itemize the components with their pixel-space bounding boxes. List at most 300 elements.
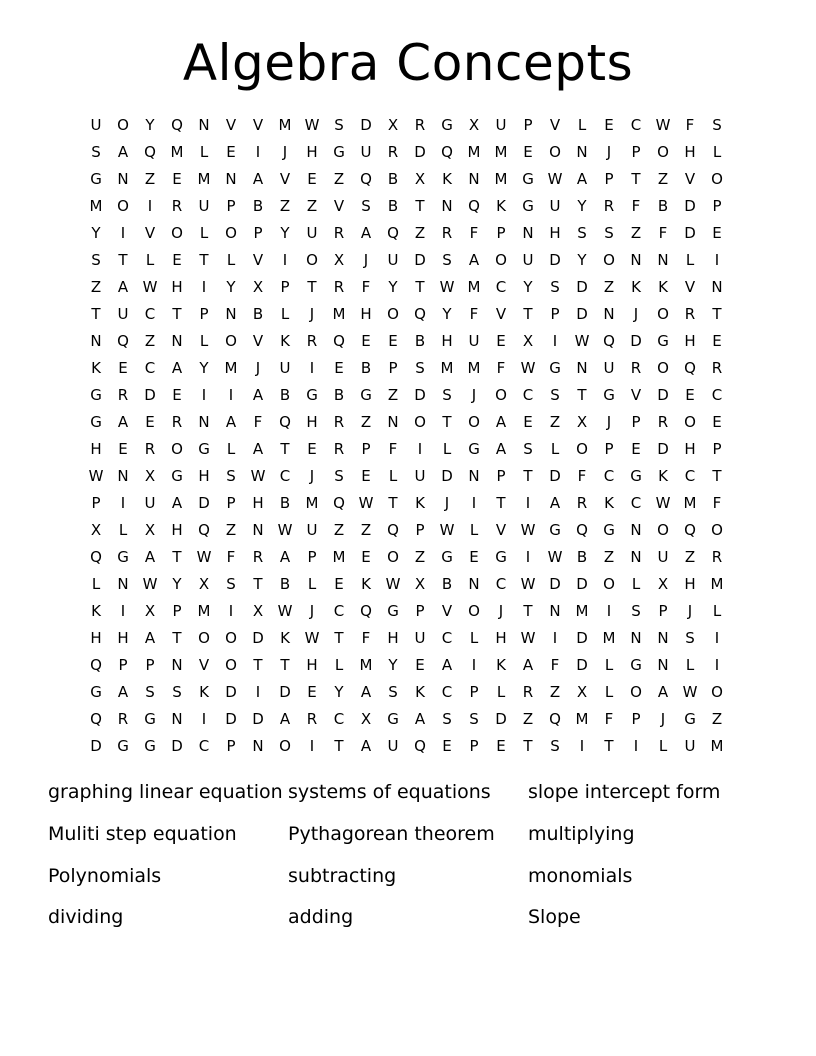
grid-letter: J <box>687 602 693 620</box>
grid-letter: P <box>388 359 398 377</box>
grid-letter: F <box>496 359 506 377</box>
grid-letter: S <box>604 224 614 242</box>
grid-letter: M <box>710 737 724 755</box>
grid-letter: A <box>576 170 588 188</box>
grid-letter: J <box>471 386 477 404</box>
grid-letter: P <box>307 548 317 566</box>
grid-letter: L <box>334 656 344 674</box>
grid-letter: J <box>309 305 315 323</box>
grid-letter: O <box>171 224 183 242</box>
grid-letter: Q <box>144 143 156 161</box>
grid-letter: P <box>172 602 182 620</box>
grid-letter: W <box>547 548 563 566</box>
grid-letter: A <box>252 440 264 458</box>
grid-letter: Z <box>144 332 156 350</box>
grid-letter: L <box>550 440 560 458</box>
grid-letter: U <box>360 143 372 161</box>
grid-letter: Z <box>603 548 615 566</box>
word-list-item: monomials <box>528 865 633 887</box>
grid-letter: R <box>144 440 156 458</box>
grid-letter: L <box>685 656 695 674</box>
grid-letter: F <box>658 224 668 242</box>
grid-letter: P <box>199 305 209 323</box>
grid-letter: N <box>171 332 183 350</box>
grid-letter: I <box>525 548 531 566</box>
grid-letter: Y <box>442 305 452 323</box>
grid-letter: M <box>305 494 319 512</box>
grid-letter: S <box>145 683 155 701</box>
grid-letter: M <box>710 575 724 593</box>
grid-letter: A <box>360 683 372 701</box>
grid-letter: D <box>630 332 642 350</box>
grid-letter: J <box>633 305 639 323</box>
grid-letter: K <box>415 494 425 512</box>
grid-letter: I <box>228 386 234 404</box>
grid-letter: O <box>117 116 129 134</box>
grid-letter: G <box>603 521 615 539</box>
grid-letter: N <box>603 305 615 323</box>
grid-letter: Y <box>145 116 155 134</box>
grid-letter: L <box>442 440 452 458</box>
grid-letter: Z <box>333 521 345 539</box>
grid-letter: W <box>358 494 374 512</box>
grid-letter: O <box>549 143 561 161</box>
grid-letter: N <box>630 251 642 269</box>
grid-letter: E <box>145 413 155 431</box>
grid-letter: R <box>333 278 345 296</box>
grid-letter: E <box>334 359 344 377</box>
grid-letter: R <box>171 413 183 431</box>
grid-letter: N <box>252 521 264 539</box>
grid-letter: C <box>441 683 453 701</box>
grid-letter: I <box>201 386 207 404</box>
grid-letter: O <box>414 413 426 431</box>
grid-letter: D <box>576 575 588 593</box>
grid-letter: D <box>360 116 372 134</box>
grid-letter: E <box>307 440 317 458</box>
grid-letter: O <box>225 656 237 674</box>
grid-letter: F <box>361 629 371 647</box>
grid-letter: S <box>442 710 452 728</box>
grid-letter: N <box>225 305 237 323</box>
grid-letter: D <box>225 683 237 701</box>
grid-letter: U <box>468 332 480 350</box>
grid-letter: U <box>414 467 426 485</box>
grid-letter: E <box>496 737 506 755</box>
grid-letter: S <box>91 143 101 161</box>
grid-letter: P <box>604 170 614 188</box>
grid-letter: O <box>603 575 615 593</box>
grid-letter: K <box>199 683 209 701</box>
grid-letter: Z <box>144 170 156 188</box>
grid-letter: I <box>309 737 315 755</box>
grid-letter: M <box>683 494 697 512</box>
grid-letter: K <box>604 494 614 512</box>
grid-letter: F <box>253 413 263 431</box>
grid-letter: R <box>576 494 588 512</box>
grid-letter: C <box>711 386 723 404</box>
grid-letter: G <box>90 170 102 188</box>
grid-letter: I <box>606 602 612 620</box>
grid-letter: S <box>334 467 344 485</box>
grid-letter: I <box>471 656 477 674</box>
grid-letter: B <box>360 359 372 377</box>
grid-letter: E <box>415 656 425 674</box>
grid-letter: J <box>444 494 450 512</box>
grid-letter: B <box>657 197 669 215</box>
grid-letter: D <box>441 467 453 485</box>
grid-letter: H <box>90 440 102 458</box>
grid-letter: W <box>142 575 158 593</box>
grid-letter: F <box>361 278 371 296</box>
grid-letter: K <box>91 359 101 377</box>
grid-letter: I <box>579 737 585 755</box>
grid-letter: T <box>172 548 182 566</box>
grid-letter: T <box>280 656 290 674</box>
grid-letter: F <box>604 710 614 728</box>
grid-letter: R <box>711 548 723 566</box>
grid-letter: S <box>550 386 560 404</box>
grid-letter: R <box>333 440 345 458</box>
grid-letter: N <box>468 575 480 593</box>
grid-letter: X <box>144 602 156 620</box>
grid-letter: V <box>252 116 264 134</box>
grid-letter: M <box>467 278 481 296</box>
grid-letter: I <box>120 224 126 242</box>
grid-letter: N <box>441 197 453 215</box>
grid-letter: U <box>198 197 210 215</box>
grid-letter: S <box>631 602 641 620</box>
grid-letter: P <box>523 116 533 134</box>
grid-letter: G <box>333 143 345 161</box>
grid-letter: H <box>684 440 696 458</box>
grid-letter: I <box>147 197 153 215</box>
grid-letter: M <box>89 197 103 215</box>
grid-letter: R <box>441 224 453 242</box>
grid-letter: Z <box>657 170 669 188</box>
grid-letter: W <box>520 359 536 377</box>
grid-letter: A <box>441 656 453 674</box>
grid-letter: D <box>576 629 588 647</box>
grid-letter: Q <box>603 332 615 350</box>
grid-letter: V <box>279 170 291 188</box>
grid-letter: C <box>684 467 696 485</box>
grid-letter: A <box>279 548 291 566</box>
grid-letter: L <box>604 656 614 674</box>
grid-letter: C <box>333 710 345 728</box>
word-list-item: Slope <box>528 906 581 928</box>
grid-letter: W <box>250 467 266 485</box>
grid-letter: D <box>549 575 561 593</box>
grid-letter: G <box>441 548 453 566</box>
grid-letter: N <box>117 170 129 188</box>
grid-letter: O <box>711 521 723 539</box>
grid-letter: V <box>252 332 264 350</box>
grid-letter: X <box>90 521 102 539</box>
grid-letter: U <box>414 629 426 647</box>
grid-letter: P <box>712 440 722 458</box>
grid-letter: V <box>684 170 696 188</box>
grid-letter: W <box>682 683 698 701</box>
grid-letter: N <box>252 737 264 755</box>
grid-letter: F <box>388 440 398 458</box>
grid-letter: D <box>414 251 426 269</box>
grid-letter: H <box>360 305 372 323</box>
grid-letter: E <box>361 332 371 350</box>
grid-letter: Q <box>360 602 372 620</box>
grid-letter: G <box>90 683 102 701</box>
grid-letter: H <box>684 575 696 593</box>
grid-letter: D <box>279 683 291 701</box>
grid-letter: U <box>549 197 561 215</box>
grid-letter: X <box>576 413 588 431</box>
grid-letter: T <box>577 386 587 404</box>
grid-letter: L <box>388 467 398 485</box>
grid-letter: I <box>201 278 207 296</box>
grid-letter: U <box>306 521 318 539</box>
grid-letter: P <box>631 143 641 161</box>
grid-letter: L <box>712 602 722 620</box>
grid-letter: D <box>225 710 237 728</box>
grid-letter: Z <box>414 224 426 242</box>
grid-letter: A <box>495 413 507 431</box>
grid-letter: O <box>225 332 237 350</box>
grid-letter: X <box>144 467 156 485</box>
grid-letter: G <box>387 710 399 728</box>
grid-letter: S <box>415 359 425 377</box>
grid-letter: Q <box>387 521 399 539</box>
grid-letter: W <box>439 521 455 539</box>
grid-letter: K <box>658 278 668 296</box>
grid-letter: M <box>467 359 481 377</box>
word-list-item: Polynomials <box>48 865 162 887</box>
grid-letter: V <box>495 521 507 539</box>
grid-letter: A <box>117 278 129 296</box>
grid-letter: P <box>226 494 236 512</box>
grid-letter: Z <box>549 683 561 701</box>
grid-letter: V <box>198 656 210 674</box>
grid-letter: P <box>658 602 668 620</box>
grid-letter: N <box>198 116 210 134</box>
grid-letter: Q <box>468 197 480 215</box>
grid-letter: A <box>144 548 156 566</box>
grid-letter: T <box>442 413 452 431</box>
grid-letter: W <box>520 629 536 647</box>
grid-letter: S <box>685 629 695 647</box>
grid-letter: G <box>144 710 156 728</box>
grid-letter: I <box>120 602 126 620</box>
grid-letter: T <box>388 494 398 512</box>
grid-letter: Z <box>279 197 291 215</box>
grid-letter: X <box>522 332 534 350</box>
grid-letter: P <box>550 305 560 323</box>
grid-letter: P <box>361 440 371 458</box>
grid-letter: G <box>549 521 561 539</box>
grid-letter: L <box>658 737 668 755</box>
grid-letter: Q <box>90 548 102 566</box>
grid-letter: T <box>172 305 182 323</box>
grid-letter: S <box>550 737 560 755</box>
grid-letter: X <box>414 170 426 188</box>
grid-letter: E <box>685 386 695 404</box>
grid-letter: H <box>549 224 561 242</box>
grid-letter: T <box>199 251 209 269</box>
grid-letter: N <box>657 629 669 647</box>
grid-letter: Q <box>684 521 696 539</box>
grid-letter: P <box>145 656 155 674</box>
grid-letter: N <box>468 170 480 188</box>
grid-letter: H <box>441 332 453 350</box>
grid-letter: E <box>712 332 722 350</box>
grid-letter: V <box>495 305 507 323</box>
grid-letter: C <box>441 629 453 647</box>
grid-letter: Y <box>388 278 398 296</box>
grid-letter: S <box>469 710 479 728</box>
grid-letter: S <box>442 251 452 269</box>
grid-letter: Y <box>226 278 236 296</box>
grid-letter: B <box>387 197 399 215</box>
grid-letter: W <box>655 494 671 512</box>
grid-letter: A <box>495 440 507 458</box>
grid-letter: T <box>334 629 344 647</box>
grid-letter: W <box>439 278 455 296</box>
grid-letter: C <box>279 467 291 485</box>
grid-letter: D <box>576 278 588 296</box>
grid-letter: N <box>387 413 399 431</box>
grid-letter: U <box>684 737 696 755</box>
grid-letter: N <box>630 521 642 539</box>
grid-letter: W <box>304 116 320 134</box>
grid-letter: E <box>388 332 398 350</box>
grid-letter: R <box>306 332 318 350</box>
grid-letter: O <box>117 197 129 215</box>
grid-letter: L <box>280 305 290 323</box>
grid-letter: T <box>334 737 344 755</box>
grid-letter: P <box>415 602 425 620</box>
grid-letter: S <box>172 683 182 701</box>
grid-letter: Q <box>360 170 372 188</box>
grid-letter: B <box>279 575 291 593</box>
grid-letter: L <box>469 521 479 539</box>
grid-letter: L <box>118 521 128 539</box>
grid-letter: D <box>144 386 156 404</box>
grid-letter: Y <box>523 278 533 296</box>
grid-letter: C <box>144 359 156 377</box>
grid-letter: M <box>197 170 211 188</box>
grid-letter: H <box>171 521 183 539</box>
grid-letter: D <box>657 440 669 458</box>
grid-letter: R <box>630 359 642 377</box>
grid-letter: S <box>226 575 236 593</box>
grid-letter: O <box>225 629 237 647</box>
grid-letter: S <box>91 251 101 269</box>
grid-letter: F <box>469 305 479 323</box>
grid-letter: R <box>711 359 723 377</box>
grid-letter: L <box>469 629 479 647</box>
grid-letter: L <box>604 683 614 701</box>
grid-letter: K <box>496 197 506 215</box>
grid-letter: X <box>657 575 669 593</box>
grid-letter: A <box>414 710 426 728</box>
grid-letter: Z <box>90 278 102 296</box>
grid-letter: C <box>495 575 507 593</box>
grid-letter: M <box>575 602 589 620</box>
grid-letter: J <box>606 143 612 161</box>
grid-letter: E <box>307 683 317 701</box>
grid-letter: W <box>277 521 293 539</box>
grid-letter: O <box>387 548 399 566</box>
grid-letter: Q <box>171 116 183 134</box>
grid-letter: Z <box>360 413 372 431</box>
grid-letter: N <box>711 278 723 296</box>
grid-letter: R <box>333 224 345 242</box>
grid-letter: L <box>199 332 209 350</box>
grid-letter: M <box>575 710 589 728</box>
grid-letter: H <box>198 467 210 485</box>
grid-letter: W <box>385 575 401 593</box>
grid-letter: X <box>333 251 345 269</box>
grid-letter: T <box>712 467 722 485</box>
grid-letter: G <box>522 197 534 215</box>
grid-letter: Y <box>280 224 290 242</box>
grid-letter: N <box>576 359 588 377</box>
grid-letter: G <box>522 170 534 188</box>
grid-letter: B <box>279 386 291 404</box>
grid-letter: D <box>495 710 507 728</box>
grid-letter: W <box>574 332 590 350</box>
grid-letter: S <box>226 467 236 485</box>
grid-letter: S <box>550 278 560 296</box>
grid-letter: J <box>363 251 369 269</box>
grid-letter: L <box>496 683 506 701</box>
grid-letter: Q <box>576 521 588 539</box>
grid-letter: H <box>684 143 696 161</box>
grid-letter: J <box>498 602 504 620</box>
grid-letter: L <box>577 116 587 134</box>
grid-letter: N <box>171 710 183 728</box>
grid-letter: Y <box>334 683 344 701</box>
grid-letter: J <box>660 710 666 728</box>
grid-letter: P <box>712 197 722 215</box>
grid-letter: D <box>90 737 102 755</box>
grid-letter: R <box>414 116 426 134</box>
grid-letter: M <box>224 359 238 377</box>
grid-letter: G <box>198 440 210 458</box>
word-list-item: slope intercept form <box>528 781 721 803</box>
grid-letter: C <box>198 737 210 755</box>
grid-letter: E <box>523 413 533 431</box>
grid-letter: P <box>226 737 236 755</box>
grid-letter: D <box>576 656 588 674</box>
grid-letter: N <box>117 575 129 593</box>
grid-letter: N <box>225 170 237 188</box>
grid-letter: E <box>307 170 317 188</box>
grid-letter: G <box>657 332 669 350</box>
grid-letter: W <box>520 521 536 539</box>
grid-letter: E <box>631 440 641 458</box>
grid-letter: L <box>226 251 236 269</box>
grid-letter: N <box>657 656 669 674</box>
grid-letter: C <box>333 602 345 620</box>
grid-letter: P <box>280 278 290 296</box>
grid-letter: O <box>684 413 696 431</box>
grid-letter: C <box>630 494 642 512</box>
grid-letter: R <box>522 683 534 701</box>
grid-letter: A <box>171 359 183 377</box>
grid-letter: M <box>494 143 508 161</box>
grid-letter: E <box>496 332 506 350</box>
grid-letter: U <box>90 116 102 134</box>
